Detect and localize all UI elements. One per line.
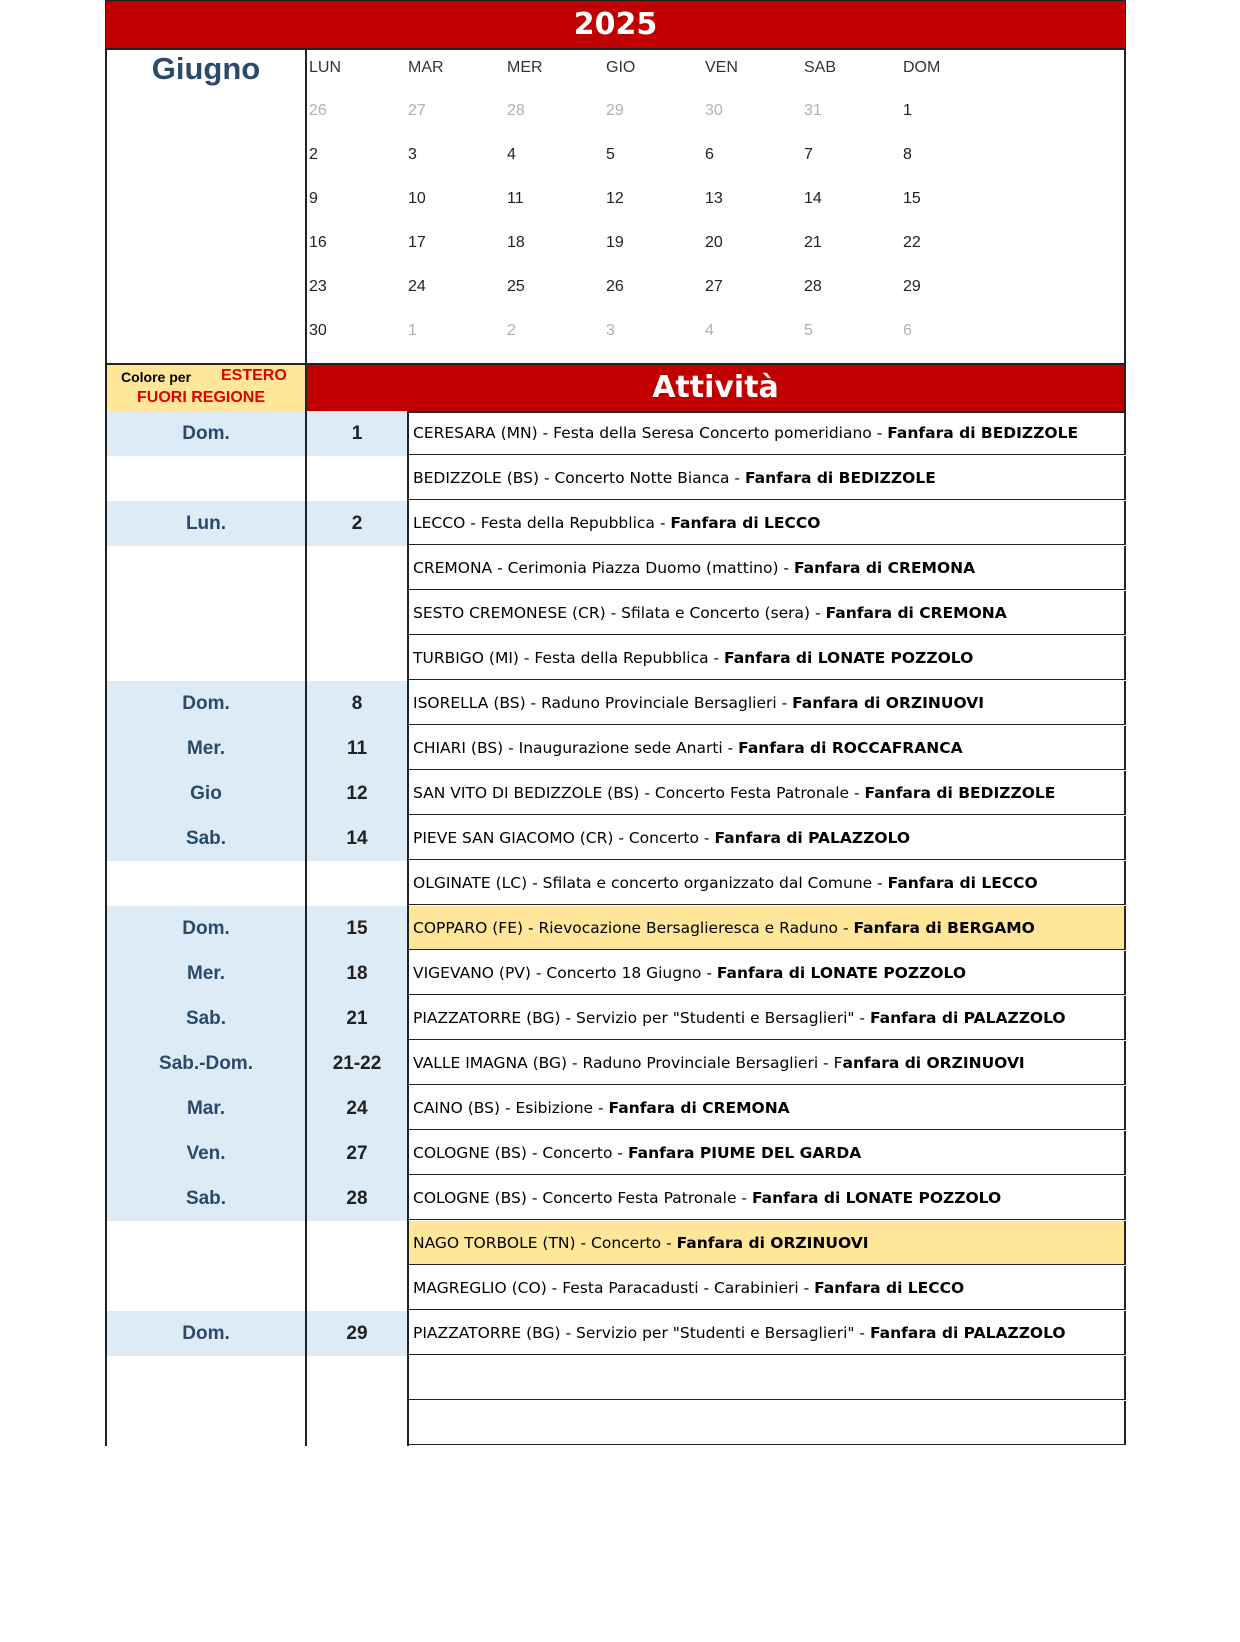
calendar-day: 3	[408, 146, 417, 163]
activity-band: Fanfara di ROCCAFRANCA	[738, 739, 963, 757]
activity-band: Fanfara di ORZINUOVI	[792, 694, 985, 712]
calendar-day-other-month: 4	[705, 322, 714, 339]
weekday-header: MER	[507, 59, 543, 76]
activity-date	[307, 1266, 409, 1311]
activity-band: Fanfara di LONATE POZZOLO	[751, 1189, 1002, 1207]
activity-description	[409, 771, 1126, 815]
activity-weekday	[105, 1221, 307, 1266]
activity-row	[105, 1221, 1126, 1266]
activity-date: 14	[307, 816, 409, 861]
activity-description	[409, 996, 1126, 1040]
calendar-day: 5	[606, 146, 615, 163]
activity-date: 1	[307, 411, 409, 456]
calendar-day: 28	[804, 278, 822, 295]
activity-date: 21-22	[307, 1041, 409, 1086]
activity-text: COLOGNE (BS) - Concerto -	[413, 1144, 628, 1162]
activity-row	[105, 456, 1126, 501]
activity-weekday: Mar.	[105, 1086, 307, 1131]
activity-text: BEDIZZOLE (BS) - Concerto Notte Bianca -	[413, 469, 745, 487]
activity-text: MAGREGLIO (CO) - Festa Paracadusti - Carabinieri -	[413, 1279, 815, 1297]
activity-row	[105, 546, 1126, 591]
activity-row	[105, 591, 1126, 636]
calendar-day: 17	[408, 234, 426, 251]
activity-row	[105, 951, 1126, 996]
activity-text: COPPARO (FE) - Rievocazione Bersaglieresca e Raduno -	[413, 919, 854, 937]
weekday-header: DOM	[903, 59, 941, 76]
calendar-day-other-month: 6	[903, 322, 912, 339]
activity-description	[409, 861, 1126, 905]
calendar-day: 22	[903, 234, 921, 251]
calendar-day: 27	[705, 278, 723, 295]
activity-date	[307, 636, 409, 681]
month-calendar	[105, 49, 1126, 365]
activity-date	[307, 1356, 409, 1401]
activity-row	[105, 1086, 1126, 1131]
activity-band: Fanfara di BEDIZZOLE	[887, 424, 1079, 442]
calendar-day: 26	[606, 278, 624, 295]
activity-text: NAGO TORBOLE (TN) - Concerto -	[413, 1234, 677, 1252]
calendar-day-other-month: 28	[507, 102, 525, 119]
activity-row	[105, 771, 1126, 816]
activity-row	[105, 501, 1126, 546]
color-legend	[105, 365, 307, 413]
activity-weekday	[105, 1266, 307, 1311]
activity-weekday: Dom.	[105, 906, 307, 951]
activity-date: 29	[307, 1311, 409, 1356]
activity-weekday: Lun.	[105, 501, 307, 546]
activity-weekday	[105, 861, 307, 906]
activity-row	[105, 906, 1126, 951]
activity-band: Fanfara di BEDIZZOLE	[744, 469, 936, 487]
calendar-day: 15	[903, 190, 921, 207]
activity-weekday	[105, 1401, 307, 1446]
calendar-day: 2	[309, 146, 318, 163]
activity-description	[409, 1266, 1126, 1310]
activity-text: PIEVE SAN GIACOMO (CR) - Concerto -	[413, 829, 715, 847]
calendar-day-other-month: 2	[507, 322, 516, 339]
activity-text: CERESARA (MN) - Festa della Seresa Concerto pomeridiano -	[413, 424, 888, 442]
activity-band: anfara di ORZINUOVI	[842, 1054, 1025, 1072]
activity-weekday	[105, 456, 307, 501]
activity-text: CREMONA - Cerimonia Piazza Duomo (mattino) -	[413, 559, 794, 577]
activity-date: 11	[307, 726, 409, 771]
year-header: 2025	[105, 0, 1126, 50]
activity-description	[409, 636, 1126, 680]
activity-description	[409, 1401, 1126, 1445]
activity-date	[307, 1221, 409, 1266]
calendar-day: 11	[507, 190, 524, 207]
activity-weekday	[105, 636, 307, 681]
activity-description	[409, 411, 1126, 455]
activity-date: 2	[307, 501, 409, 546]
activity-row	[105, 681, 1126, 726]
calendar-day: 8	[903, 146, 912, 163]
activity-description	[409, 1086, 1126, 1130]
weekday-header: GIO	[606, 59, 636, 76]
activity-weekday: Mer.	[105, 951, 307, 996]
activity-row	[105, 1356, 1126, 1401]
activity-row	[105, 411, 1126, 456]
activity-date: 15	[307, 906, 409, 951]
activity-row	[105, 1041, 1126, 1086]
activity-description	[409, 816, 1126, 860]
month-name: Giugno	[151, 51, 261, 86]
activity-date	[307, 456, 409, 501]
activity-band: Fanfara di LECCO	[887, 874, 1038, 892]
activity-band: Fanfara PIUME DEL GARDA	[627, 1144, 862, 1162]
calendar-day: 6	[705, 146, 714, 163]
activity-text: PIAZZATORRE (BG) - Servizio per "Studenti e Bersaglieri" -	[413, 1009, 870, 1027]
calendar-day: 4	[507, 146, 516, 163]
activity-text: VALLE IMAGNA (BG) - Raduno Provinciale Bersaglieri - F	[413, 1054, 843, 1072]
activity-row	[105, 996, 1126, 1041]
calendar-day-other-month: 3	[606, 322, 615, 339]
legend-fuori-regione: FUORI REGIONE	[137, 389, 266, 406]
activity-band: Fanfara di PALAZZOLO	[869, 1324, 1066, 1342]
calendar-day: 20	[705, 234, 723, 251]
activity-band: Fanfara di LONATE POZZOLO	[716, 964, 967, 982]
calendar-day: 29	[903, 278, 921, 295]
activity-band: Fanfara di ORZINUOVI	[676, 1234, 869, 1252]
calendar-day: 30	[309, 322, 327, 339]
weekday-header: LUN	[309, 59, 342, 76]
activity-weekday: Gio	[105, 771, 307, 816]
activity-description	[409, 726, 1126, 770]
activity-text: OLGINATE (LC) - Sfilata e concerto organizzato dal Comune -	[413, 874, 888, 892]
activity-text: PIAZZATORRE (BG) - Servizio per "Studenti e Bersaglieri" -	[413, 1324, 870, 1342]
activity-text: CAINO (BS) - Esibizione -	[413, 1099, 609, 1117]
activity-row	[105, 1401, 1126, 1446]
calendar-day-other-month: 26	[309, 102, 327, 119]
calendar-day: 19	[606, 234, 624, 251]
activity-band: Fanfara di CREMONA	[608, 1099, 790, 1117]
activity-description	[409, 501, 1126, 545]
activity-band: Fanfara di LECCO	[670, 514, 821, 532]
calendar-day-other-month: 29	[606, 102, 624, 119]
activity-weekday: Sab.	[105, 996, 307, 1041]
activity-band: Fanfara di PALAZZOLO	[869, 1009, 1066, 1027]
calendar-day: 24	[408, 278, 426, 295]
calendar-day: 10	[408, 190, 426, 207]
activity-date: 24	[307, 1086, 409, 1131]
calendar-day: 7	[804, 146, 813, 163]
activity-band: Fanfara di BEDIZZOLE	[864, 784, 1056, 802]
activity-text: VIGEVANO (PV) - Concerto 18 Giugno -	[413, 964, 717, 982]
activity-date: 27	[307, 1131, 409, 1176]
activity-description	[409, 906, 1126, 950]
activity-row	[105, 726, 1126, 771]
calendar-day: 12	[606, 190, 624, 207]
activity-description	[409, 1176, 1126, 1220]
activity-weekday: Sab.	[105, 1176, 307, 1221]
activity-band: Fanfara di CREMONA	[793, 559, 976, 577]
activity-weekday	[105, 591, 307, 636]
activity-description	[409, 591, 1126, 635]
activity-band: Fanfara di PALAZZOLO	[714, 829, 911, 847]
activity-description	[409, 546, 1126, 590]
activity-row	[105, 1131, 1126, 1176]
activity-band: Fanfara di LECCO	[814, 1279, 965, 1297]
calendar-day: 9	[309, 190, 318, 207]
activity-weekday: Sab.	[105, 816, 307, 861]
activity-band: Fanfara di LONATE POZZOLO	[724, 649, 974, 667]
activity-description	[409, 1221, 1126, 1265]
calendar-day-other-month: 27	[408, 102, 426, 119]
calendar-day: 13	[705, 190, 723, 207]
activity-weekday	[105, 546, 307, 591]
activity-date	[307, 591, 409, 636]
activity-row	[105, 636, 1126, 681]
activity-text: SAN VITO DI BEDIZZOLE (BS) - Concerto Festa Patronale -	[413, 784, 865, 802]
calendar-day-other-month: 1	[408, 322, 417, 339]
activity-text: ISORELLA (BS) - Raduno Provinciale Bersaglieri -	[413, 694, 793, 712]
legend-label: Colore per	[121, 369, 192, 385]
calendar-day-other-month: 31	[804, 102, 822, 119]
activity-weekday	[105, 1356, 307, 1401]
calendar-day: 18	[507, 234, 525, 251]
weekday-header: SAB	[804, 59, 837, 76]
activity-row	[105, 861, 1126, 906]
calendar-day: 25	[507, 278, 525, 295]
legend-estero: ESTERO	[221, 367, 287, 384]
activity-weekday: Dom.	[105, 681, 307, 726]
calendar-day-other-month: 30	[705, 102, 723, 119]
activity-date	[307, 1401, 409, 1446]
calendar-day: 21	[804, 234, 822, 251]
activity-weekday: Mer.	[105, 726, 307, 771]
calendar-day: 1	[903, 102, 912, 119]
activity-row	[105, 1266, 1126, 1311]
activity-weekday: Dom.	[105, 1311, 307, 1356]
calendar-day-other-month: 5	[804, 322, 813, 339]
activity-description	[409, 1041, 1126, 1085]
activity-date: 8	[307, 681, 409, 726]
activity-text: SESTO CREMONESE (CR) - Sfilata e Concerto (sera) -	[413, 604, 826, 622]
activity-band: Fanfara di CREMONA	[825, 604, 1007, 622]
activity-description	[409, 1356, 1126, 1400]
activity-date	[307, 546, 409, 591]
activity-description	[409, 681, 1126, 725]
weekday-header: VEN	[705, 59, 738, 76]
activity-date: 21	[307, 996, 409, 1041]
activity-description	[409, 1131, 1126, 1175]
activity-date: 28	[307, 1176, 409, 1221]
calendar-day: 23	[309, 278, 327, 295]
activities-header-row	[105, 365, 1126, 411]
activity-row	[105, 816, 1126, 861]
activity-date	[307, 861, 409, 906]
activity-text: TURBIGO (MI) - Festa della Repubblica -	[413, 649, 725, 667]
activity-text: CHIARI (BS) - Inaugurazione sede Anarti -	[413, 739, 739, 757]
calendar-day: 16	[309, 234, 327, 251]
activity-text: COLOGNE (BS) - Concerto Festa Patronale -	[413, 1189, 752, 1207]
month-cell	[107, 49, 307, 363]
calendar-day: 14	[804, 190, 822, 207]
activity-date: 18	[307, 951, 409, 996]
activity-row	[105, 1176, 1126, 1221]
activity-band: Fanfara di BERGAMO	[853, 919, 1035, 937]
activities-title: Attività	[307, 365, 1126, 413]
activity-description	[409, 456, 1126, 500]
activity-text: LECCO - Festa della Repubblica -	[413, 514, 671, 532]
activity-weekday: Ven.	[105, 1131, 307, 1176]
weekday-header: MAR	[408, 59, 444, 76]
activity-row	[105, 1311, 1126, 1356]
activity-description	[409, 951, 1126, 995]
activity-weekday: Dom.	[105, 411, 307, 456]
activity-description	[409, 1311, 1126, 1355]
activity-date: 12	[307, 771, 409, 816]
activity-weekday: Sab.-Dom.	[105, 1041, 307, 1086]
